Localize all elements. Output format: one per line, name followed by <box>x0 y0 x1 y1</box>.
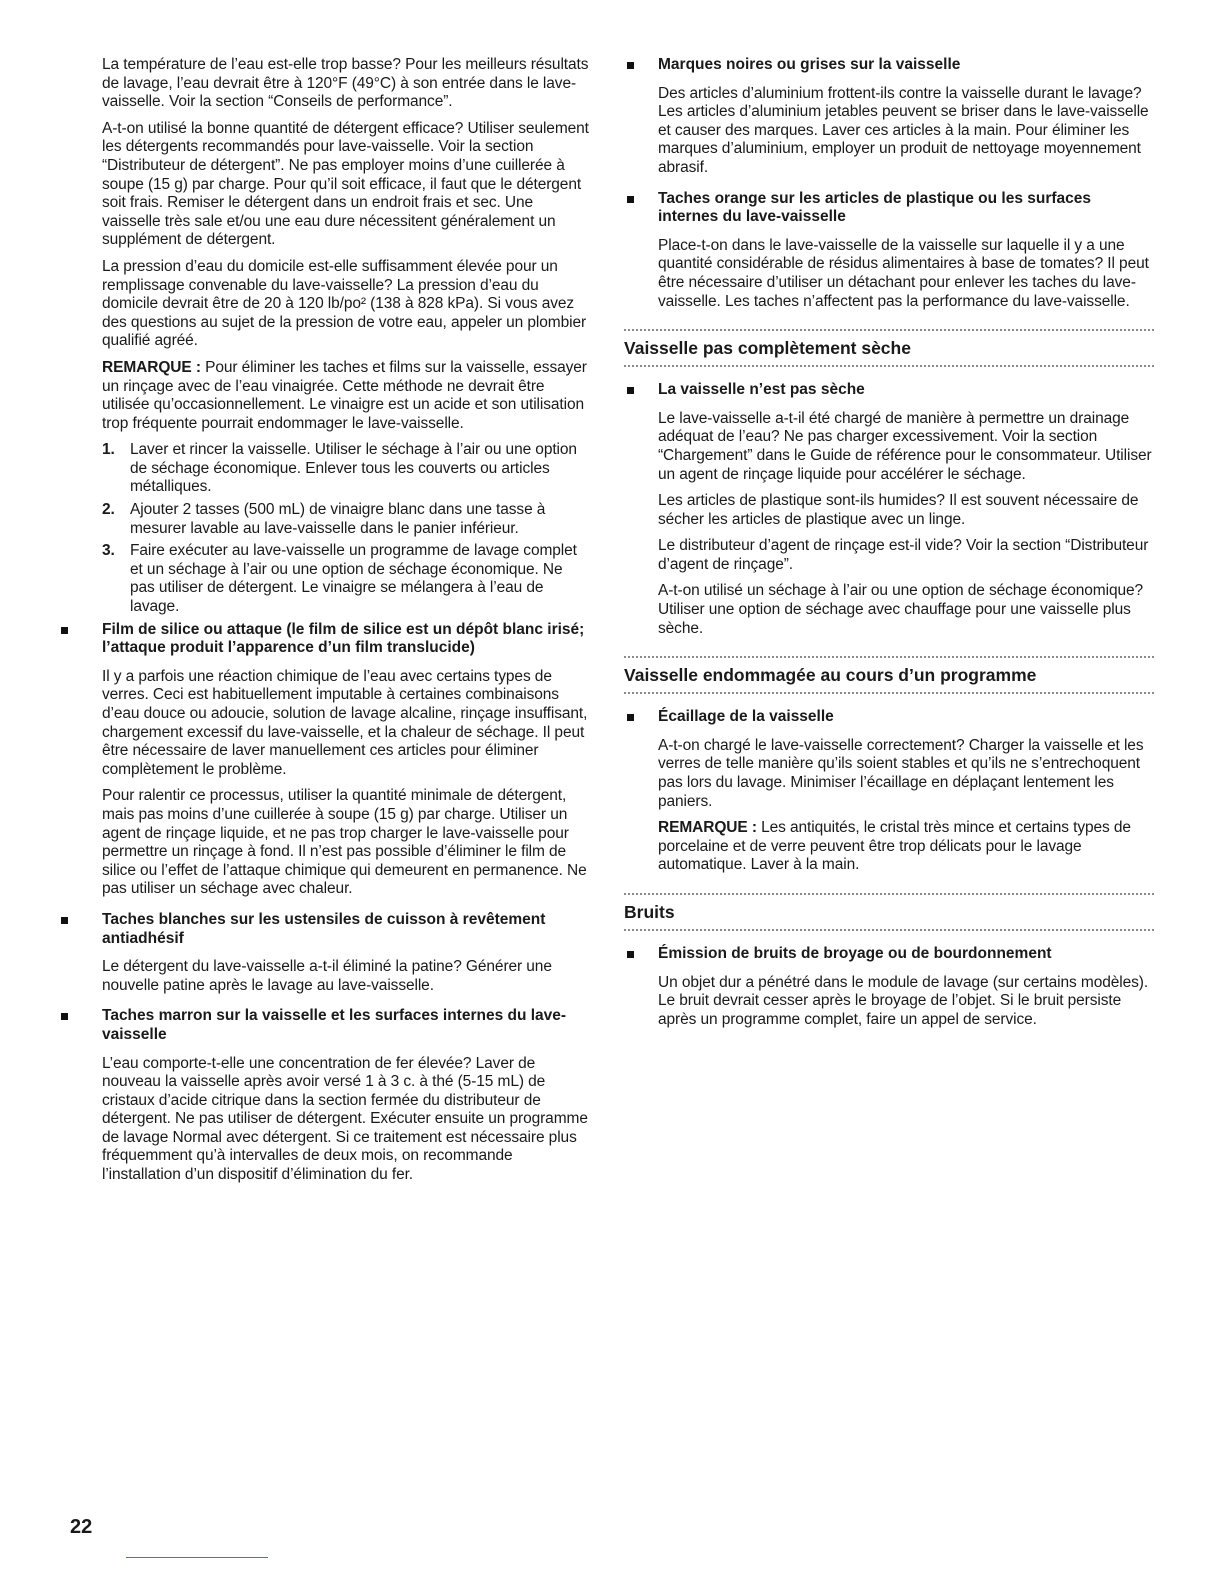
silica-film-paragraph-1: Il y a parfois une réaction chimique de l’eau avec certains types de verres. Ceci est habituellement imputable à certaines combinaisons d’eau douce ou adoucie, solution de lavage alcaline, rinçage insuffisant, chargement excessif du lave-vaisselle, et la chaleur de séchage. Il peut être nécessaire de laver manuellement ces articles pour éliminer complètement le problème. <box>102 667 588 778</box>
brown-stains-paragraph: L’eau comporte-t-elle une concentration de fer élevée? Laver de nouveau la vaisselle après avoir versé 1 à 3 c. à thé (5-15 mL) de cristaux d’acide citrique dans la section fermée du distributeur de détergent. Ne pas utiliser de détergent. Exécuter ensuite un programme de lavage Normal avec détergent. Si ce traitement est nécessaire plus fréquemment qu’à intervalles de deux mois, on recommande l’installation d’un dispositif d’élimination du fer. <box>102 1054 588 1184</box>
step-text: Laver et rincer la vaisselle. Utiliser le séchage à l’air ou une option de séchage économique. Enlever tous les couverts ou articles métalliques. <box>130 441 577 496</box>
step-text: Faire exécuter au lave-vaisselle un programme de lavage complet et un séchage à l’air ou une option de séchage économique. Ne pas utiliser de détergent. Le vinaigre se mélangera à l’eau de lavage. <box>130 542 577 616</box>
noise-paragraph: Un objet dur a pénétré dans le module de lavage (sur certains modèles). Le bruit devrait cesser après le broyage de l’objet. Si le bruit persiste après un programme complet, faire un appel de service. <box>658 973 1149 1028</box>
noise-heading <box>624 945 1154 964</box>
black-marks-paragraph: Des articles d’aluminium frottent-ils contre la vaisselle durant le lavage? Les articles d’aluminium jetables peuvent se briser dans le lave-vaisselle et causer des marques. Laver ces articles à la main. Pour éliminer les marques d’aluminium, employer un produit de nettoyage moyennement abrasif. <box>658 84 1149 176</box>
note-text: Pour éliminer les taches et films sur la vaisselle, essayer un rinçage avec de l’eau vinaigrée. Cette méthode ne devrait être utilisée qu’occasionnellement. Le vinaigre est un acide et son utilisation trop fréquente pourrait endommager le lave-vaisselle. <box>102 358 587 432</box>
section-title-damaged: Vaisselle endommagée au cours d’un programme <box>624 656 1154 694</box>
heading-text: Marques noires ou grises sur la vaisselle <box>658 56 961 73</box>
right-column <box>624 56 1154 1037</box>
not-dry-paragraph-4: A-t-on utilisé un séchage à l’air ou une option de séchage économique? Utiliser une option de séchage avec chauffage pour une vaisselle plus sèche. <box>658 582 1144 637</box>
silica-film-heading <box>102 621 590 658</box>
vinegar-note <box>102 359 590 433</box>
section-title-not-dry: Vaisselle pas complètement sèche <box>624 329 1154 367</box>
bullet-square-icon <box>627 387 634 394</box>
not-dry-paragraph-3: Le distributeur d’agent de rinçage est-il vide? Voir la section “Distributeur d’agent de rinçage”. <box>658 537 1149 573</box>
note-label: REMARQUE : <box>102 358 201 376</box>
note-label: REMARQUE : <box>658 819 757 837</box>
left-column <box>102 56 590 1193</box>
bullet-square-icon <box>627 62 634 69</box>
brown-stains-heading <box>102 1007 590 1044</box>
bullet-square-icon <box>627 196 634 203</box>
orange-stains-paragraph: Place-t-on dans le lave-vaisselle de la vaisselle sur laquelle il y a une quantité considérable de résidus alimentaires à base de tomates? Il peut être nécessaire d’utiliser un détachant pour enlever les taches du lave-vaisselle. Les taches n’affectent pas la performance du lave-vaisselle. <box>658 236 1149 310</box>
step-text: Ajouter 2 tasses (500 mL) de vinaigre blanc dans une tasse à mesurer lavable au lave-vaisselle dans le panier inférieur. <box>130 501 546 537</box>
chipping-note <box>658 819 1154 875</box>
white-spots-paragraph: Le détergent du lave-vaisselle a-t-il éliminé la patine? Générer une nouvelle patine après le lavage au lave-vaisselle. <box>102 958 552 994</box>
section-title-noise: Bruits <box>624 893 1154 931</box>
list-item <box>102 441 590 497</box>
chipping-heading <box>624 708 1154 727</box>
heading-text: Film de silice ou attaque (le film de silice est un dépôt blanc irisé; l’attaque produit l’apparence d’un film translucide) <box>102 620 585 657</box>
detergent-paragraph: A-t-on utilisé la bonne quantité de détergent efficace? Utiliser seulement les détergents recommandés pour lave-vaisselle. Voir la section “Distributeur de détergent”. Ne pas employer moins d’une cuillerée à soupe (15 g) par charge. Pour qu’il soit efficace, il faut que le détergent soit frais. Remiser le détergent dans un endroit frais et sec. Une vaisselle très sale et/ou une eau dure nécessitent généralement un supplément de détergent. <box>102 119 589 249</box>
footer-rule <box>126 1557 268 1558</box>
white-spots-heading <box>102 911 590 948</box>
step-number: 1. <box>102 441 115 459</box>
not-dry-paragraph-1: Le lave-vaisselle a-t-il été chargé de manière à permettre un drainage adéquat de l’eau? Ne pas charger excessivement. Voir la section “Chargement” dans le Guide de référence pour le consommateur. Utiliser un agent de rinçage liquide pour accélérer le séchage. <box>658 409 1152 483</box>
bullet-square-icon <box>61 917 68 924</box>
heading-text: Taches blanches sur les ustensiles de cuisson à revêtement antiadhésif <box>102 910 546 947</box>
bullet-square-icon <box>627 951 634 958</box>
heading-text: Taches orange sur les articles de plastique ou les surfaces internes du lave-vaisselle <box>658 189 1092 226</box>
bullet-square-icon <box>61 1013 68 1020</box>
water-temperature-paragraph: La température de l’eau est-elle trop basse? Pour les meilleurs résultats de lavage, l’eau devrait être à 120°F (49°C) à son entrée dans le lave-vaisselle. Voir la section “Conseils de performance”. <box>102 56 589 111</box>
step-number: 2. <box>102 501 115 519</box>
note-text: Les antiquités, le cristal très mince et certains types de porcelaine et de verre peuvent être trop délicats pour le lavage automatique. Laver à la main. <box>658 819 1131 874</box>
step-number: 3. <box>102 542 115 560</box>
chipping-paragraph: A-t-on chargé le lave-vaisselle correctement? Charger la vaisselle et les verres de telle manière qu’ils soient stables et qu’ils ne s’entrechoquent pas lors du lavage. Minimiser l’écaillage en déplaçant lentement les paniers. <box>658 736 1144 810</box>
not-dry-heading <box>624 381 1154 400</box>
list-item <box>102 542 590 616</box>
heading-text: La vaisselle n’est pas sèche <box>658 381 865 399</box>
black-marks-heading <box>624 56 1154 75</box>
page-number: 22 <box>70 1516 93 1538</box>
orange-stains-heading <box>624 190 1154 227</box>
heading-text: Émission de bruits de broyage ou de bourdonnement <box>658 945 1052 962</box>
not-dry-paragraph-2: Les articles de plastique sont-ils humides? Il est souvent nécessaire de sécher les articles de plastique avec un linge. <box>658 492 1139 528</box>
silica-film-paragraph-2: Pour ralentir ce processus, utiliser la quantité minimale de détergent, mais pas moins d’une cuillerée à soupe (15 g) par charge. Utiliser un agent de rinçage liquide, et ne pas trop charger le lave-vaisselle pour permettre un rinçage à fond. Il n’est pas possible d’éliminer le film de silice ou l’effet de l’attaque chimique qui demeurent en permanence. Ne pas utiliser un séchage avec chaleur. <box>102 787 587 898</box>
bullet-square-icon <box>61 627 68 634</box>
bullet-square-icon <box>627 714 634 721</box>
water-pressure-paragraph: La pression d’eau du domicile est-elle suffisamment élevée pour un remplissage convenable du lave-vaisselle? La pression d’eau du domicile devrait être de 20 à 120 lb/po² (138 à 828 kPa). Si vous avez des questions au sujet de la pression de votre eau, appeler un plombier qualifié agréé. <box>102 257 587 350</box>
vinegar-steps-list <box>102 441 590 616</box>
heading-text: Écaillage de la vaisselle <box>658 708 834 726</box>
heading-text: Taches marron sur la vaisselle et les surfaces internes du lave-vaisselle <box>102 1007 567 1043</box>
list-item <box>102 501 590 538</box>
